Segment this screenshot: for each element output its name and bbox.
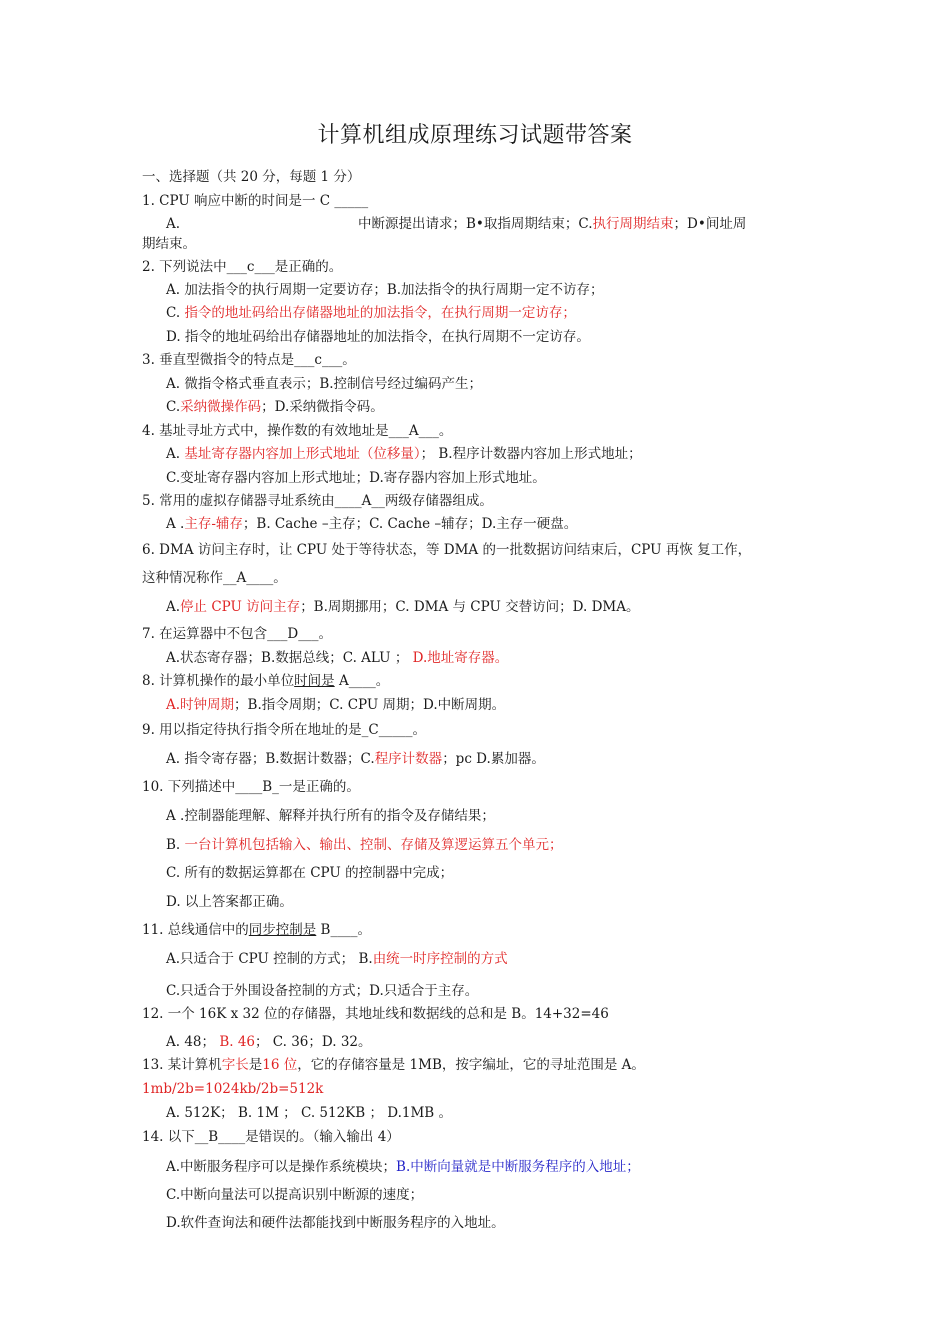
question-5-stem: 5. 常用的虚拟存储器寻址系统由____A__两级存储器组成。 xyxy=(142,493,493,509)
question-13-options: A. 512K； B. 1M ； C. 512KB ； D.1MB 。 xyxy=(166,1105,453,1121)
answer-highlight: 停止 CPU 访问主存 xyxy=(180,599,301,615)
question-1-stem: 1. CPU 响应中断的时间是一 C _____ xyxy=(142,193,369,209)
question-10-stem: 10. 下列描述中____B_一是正确的。 xyxy=(142,779,360,795)
question-12-options: A. 48； B. 46； C. 36；D. 32。 xyxy=(166,1034,372,1050)
answer-highlight: D.地址寄存器。 xyxy=(412,650,509,666)
question-1-options-cont: 期结束。 xyxy=(142,236,196,252)
question-9-stem: 9. 用以指定待执行指令所在地址的是_C_____。 xyxy=(142,722,427,738)
question-12-stem: 12. 一个 16K x 32 位的存储器，其地址线和数据线的总和是 B。14+32=46 xyxy=(142,1006,609,1022)
section-heading: 一、选择题（共 20 分，每题 1 分） xyxy=(142,169,361,185)
question-3-option-cd: C.采纳微操作码；D.采纳微指令码。 xyxy=(166,399,384,415)
question-2-option-ab: A. 加法指令的执行周期一定要访存；B.加法指令的执行周期一定不访存； xyxy=(166,282,604,298)
answer-highlight: 指令的地址码给出存储器地址的加法指令，在执行周期一定访存； xyxy=(184,305,576,321)
question-11-stem: 11. 总线通信中的同步控制是 B____。 xyxy=(142,922,371,938)
answer-highlight: 执行周期结束 xyxy=(592,216,674,232)
question-9-options: A. 指令寄存器；B.数据计数器；C.程序计数器；pc D.累加器。 xyxy=(166,751,545,767)
answer-highlight: B.中断向量就是中断服务程序的入地址； xyxy=(396,1159,640,1175)
question-3-option-ab: A. 微指令格式垂直表示；B.控制信号经过编码产生； xyxy=(166,376,483,392)
answer-highlight: 一台计算机包括输入、输出、控制、存储及算逻运算五个单元； xyxy=(184,837,563,853)
answer-highlight: B. 46 xyxy=(219,1034,255,1050)
question-10-option-b: B. 一台计算机包括输入、输出、控制、存储及算逻运算五个单元； xyxy=(166,837,563,853)
answer-highlight: 由统一时序控制的方式 xyxy=(372,951,508,967)
answer-highlight: 程序计数器 xyxy=(374,751,443,767)
question-11-option-cd: C.只适合于外围设备控制的方式；D.只适合于主存。 xyxy=(166,983,479,999)
question-3-stem: 3. 垂直型微指令的特点是___c___。 xyxy=(142,352,356,368)
question-13-calculation: 1mb/2b=1024kb/2b=512k xyxy=(142,1081,324,1097)
question-6-stem: 6. DMA 访问主存时，让 CPU 处于等待状态，等 DMA 的一批数据访问结束后，CPU 再恢 复工作， xyxy=(142,542,752,558)
question-7-stem: 7. 在运算器中不包含___D___。 xyxy=(142,626,332,642)
answer-highlight: 基址寄存器内容加上形式地址（位移量） xyxy=(184,446,421,462)
answer-highlight: A.时钟周期 xyxy=(166,697,235,713)
page-title: 计算机组成原理练习试题带答案 xyxy=(317,123,633,148)
question-2-option-d: D. 指令的地址码给出存储器地址的加法指令，在执行周期不一定访存。 xyxy=(166,329,590,345)
question-13-stem: 13. 某计算机字长是16 位，它的存储容量是 1MB，按字编址，它的寻址范围是 A。 xyxy=(142,1057,645,1073)
question-8-stem: 8. 计算机操作的最小单位时间是 A____。 xyxy=(142,673,390,689)
question-2-option-c: C. 指令的地址码给出存储器地址的加法指令，在执行周期一定访存； xyxy=(166,305,576,321)
question-4-option-cd: C.变址寄存器内容加上形式地址；D.寄存器内容加上形式地址。 xyxy=(166,470,546,486)
question-11-option-ab: A.只适合于 CPU 控制的方式； B.由统一时序控制的方式 xyxy=(166,951,508,967)
answer-highlight: 采纳微操作码 xyxy=(180,399,262,415)
question-8-options: A.时钟周期；B.指令周期；C. CPU 周期；D.中断周期。 xyxy=(166,697,506,713)
answer-highlight: 主存-辅存 xyxy=(184,516,243,532)
question-2-stem: 2. 下列说法中___c___是正确的。 xyxy=(142,259,343,275)
question-14-stem: 14. 以下__B____是错误的。（输入输出 4） xyxy=(142,1129,400,1145)
question-5-options: A .主存-辅存；B. Cache –主存；C. Cache –辅存；D.主存一硬盘。 xyxy=(166,516,578,532)
question-7-options: A.状态寄存器；B.数据总线；C. ALU ； D.地址寄存器。 xyxy=(166,650,509,666)
question-4-option-ab: A. 基址寄存器内容加上形式地址（位移量）； B.程序计数器内容加上形式地址； xyxy=(166,446,642,462)
question-14-option-c: C.中断向量法可以提高识别中断源的速度； xyxy=(166,1187,424,1203)
question-6-stem-cont: 这种情况称作__A____。 xyxy=(142,570,287,586)
question-10-option-d: D. 以上答案都正确。 xyxy=(166,894,293,910)
question-14-option-ab: A.中断服务程序可以是操作系统模块；B.中断向量就是中断服务程序的入地址； xyxy=(166,1159,640,1175)
question-4-stem: 4. 基址寻址方式中，操作数的有效地址是___A___。 xyxy=(142,423,453,439)
question-10-option-a: A .控制器能理解、解释并执行所有的指令及存储结果； xyxy=(166,808,495,824)
question-1-option-a-label: A. xyxy=(166,216,181,232)
question-6-options: A.停止 CPU 访问主存；B.周期挪用；C. DMA 与 CPU 交替访问；D. DMA。 xyxy=(166,599,640,615)
question-14-option-d: D.软件查询法和硬件法都能找到中断服务程序的入地址。 xyxy=(166,1215,505,1231)
question-10-option-c: C. 所有的数据运算都在 CPU 的控制器中完成； xyxy=(166,865,454,881)
question-1-options: 中断源提出请求；B•取指周期结束；C.执行周期结束；D•间址周 xyxy=(358,216,747,232)
